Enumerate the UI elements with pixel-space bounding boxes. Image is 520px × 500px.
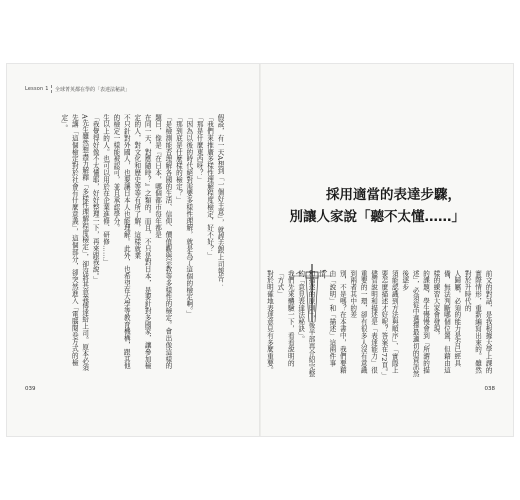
paragraph: 儘管說明和描述是「表達能力」很重要的一環，卻有很多人沒有意識到兩者其中的差 — [348, 270, 378, 374]
paragraph: 「我們來推廣多樣性理解程度檢定，好不好？」 — [205, 114, 214, 259]
paragraph: 我們先來體驗一下，看看說明的「方式」 — [275, 270, 295, 367]
right-body-text — [265, 270, 493, 380]
paragraph: 「是檢測能否理解各國的生活、信仰、價值觀與宗教等多樣性的檢定。會出像這樣的題目，像是『在日本，哪個都市每年都是 — [153, 114, 172, 370]
paragraph: 不只針對外國人，也要讓日本人也能理解。此外，也希望在大學等教育機構，跟其他的檢定一樣能被認可，並且承認學分。 — [111, 114, 131, 370]
paragraph: 假設，有一天A想到「一個好主意」，就趕去跟上司報告： — [216, 114, 224, 289]
heading-line-2: 別讓人家說「聽不太懂……」 — [289, 209, 465, 225]
paragraph: 對於明確地表達意見有多麼重要。 — [265, 270, 274, 374]
paragraph: 在同一天，對應隨時？』之類的。而且，不只是對日本，是要針對多國家，讓參加檢定的人，對文化和歷史等等有所了解，這樣就業 — [132, 114, 152, 370]
book-spread — [7, 64, 513, 436]
paragraph: 別，不是嗎？在本書中，我們要藉由「說明」和「描述」這兩件事情， — [317, 270, 347, 374]
page-number-right: 038 — [484, 386, 495, 392]
paragraph: A先生雖然想盡力解釋「多樣性理解程度檢定」，卻沒將其意義傳達給上司。原本必須先講「這個檢定對於社會有什麼意義」，這個部分，卻突然進入「電腦閱卷方式的檢定」。 — [59, 114, 89, 372]
page-number-left: 039 — [25, 386, 36, 392]
paragraph: 「那是什麼東西呀？」 — [195, 114, 204, 183]
header-separator — [51, 85, 52, 93]
paragraph: 前文的對話，是我根據大學上課的實際情形，重新編寫出來的。雖然對於升時代的 — [463, 270, 492, 374]
paragraph: 「我覺得好像不太懂耶，好好整理一下，再來跟我說。」 — [91, 114, 100, 284]
paragraph: 的課題，學生慢慢會到「所謂的描述」，必須從中選擇最適切的資訊然後逐步 — [400, 270, 430, 378]
lesson-label: Lesson 1 — [25, 86, 49, 92]
paragraph: 「那到底是什麼樣的檢定？」 — [174, 114, 183, 204]
left-body-text — [29, 114, 225, 376]
paragraph: 生以上的人。也可以用於在企業進修、研修……」 — [101, 114, 110, 266]
paragraph: 和描述的原則」，後半部再介紹完整的「意見表達法秘訣」。 — [296, 270, 316, 378]
section-heading — [283, 184, 513, 228]
page-gutter — [259, 64, 261, 436]
heading-line-1: 採用適當的表達步驟， — [326, 187, 461, 203]
paragraph: 「因為以後的時代絕對需要多樣性理解，就是為了這個的檢定啊。」 — [184, 114, 193, 318]
paragraph: 人歸屬，必須的能力是否已經具備，無法判斷哪個位置，但藉由這樣的練習大家會發現， — [431, 270, 461, 374]
paragraph: 須能認識到方法與順序」、「實際上要怎麼描述才好呢？答案在72頁。」 — [379, 270, 399, 380]
running-chapter-title: 全球菁英都在學的「表達法秘訣」 — [55, 87, 131, 93]
